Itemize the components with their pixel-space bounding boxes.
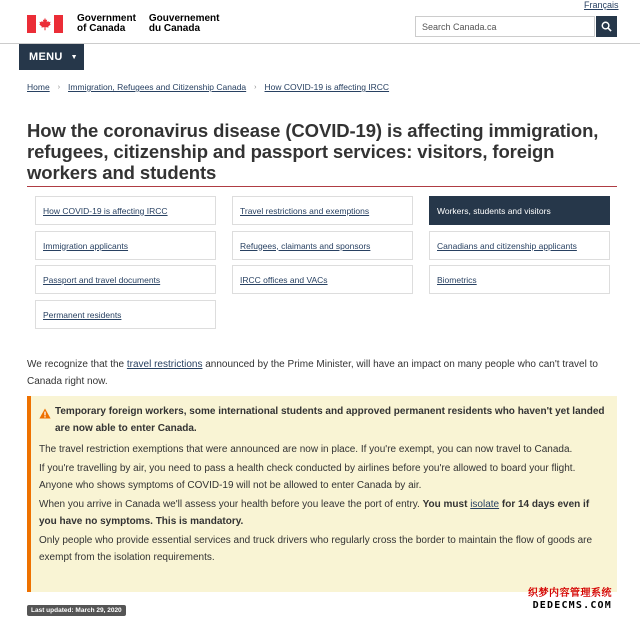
tile-workers-students-visitors[interactable]: Workers, students and visitors: [429, 196, 610, 225]
menu-label: MENU: [29, 51, 63, 63]
page-title: How the coronavirus disease (COVID-19) is affecting immigration, refugees, citizenship and passport services: visitors, foreign workers and students: [27, 120, 599, 183]
alert-paragraph-isolation: When you arrive in Canada we'll assess your health before you leave the port of entry. You must isolate for 14 days even if you have no symptoms. This is mandatory.: [39, 499, 590, 527]
tile-permanent-residents[interactable]: Permanent residents: [35, 300, 216, 329]
chevron-down-icon: ▼: [70, 53, 78, 61]
language-toggle-link[interactable]: Français: [584, 0, 619, 10]
tile-travel-restrictions[interactable]: Travel restrictions and exemptions: [232, 196, 413, 225]
alert-paragraph-air-travel: If you're travelling by air, you need to pass a health check conducted by airlines before you're allowed to board your flight. Anyone who shows symptoms of COVID-19 will not be allowed to enter Canada by air.: [39, 463, 576, 491]
signature-english: Government of Canada: [77, 13, 136, 34]
alert-heading: Temporary foreign workers, some international students and approved permanent residents who haven't yet landed are now able to enter Canada.: [55, 406, 605, 434]
tile-canadians-citizenship[interactable]: Canadians and citizenship applicants: [429, 231, 610, 260]
tile-refugees-claimants[interactable]: Refugees, claimants and sponsors: [232, 231, 413, 260]
search-icon: [601, 21, 612, 32]
isolate-link[interactable]: isolate: [470, 499, 500, 510]
title-underline: [27, 186, 617, 187]
tile-passport-travel-documents[interactable]: Passport and travel documents: [35, 265, 216, 294]
breadcrumb-home[interactable]: Home: [27, 82, 50, 92]
tile-biometrics[interactable]: Biometrics: [429, 265, 610, 294]
warning-alert: [27, 396, 617, 592]
intro-paragraph: We recognize that the travel restrictions announced by the Prime Minister, will have an impact on many people who can't travel to Canada right now.: [27, 359, 598, 387]
menu-button[interactable]: [19, 44, 84, 70]
tile-immigration-applicants[interactable]: Immigration applicants: [35, 231, 216, 260]
alert-paragraph-exemptions: The travel restriction exemptions that were announced are now in place. If you're exempt, you can now travel to Canada.: [39, 444, 573, 455]
breadcrumb-covid-ircc[interactable]: How COVID-19 is affecting IRCC: [264, 82, 390, 92]
search-input[interactable]: [415, 16, 595, 37]
tile-ircc-offices[interactable]: IRCC offices and VACs: [232, 265, 413, 294]
last-updated-badge: Last updated: March 29, 2020: [27, 605, 126, 616]
breadcrumb: [27, 82, 389, 92]
signature-french: Gouvernement du Canada: [148, 13, 220, 34]
search-button[interactable]: [596, 16, 617, 37]
chevron-right-icon: ›: [57, 83, 61, 91]
chevron-right-icon: ›: [254, 83, 257, 91]
travel-restrictions-link[interactable]: travel restrictions: [126, 359, 203, 370]
breadcrumb-ircc[interactable]: Immigration, Refugees and Citizenship Canada: [68, 82, 247, 92]
warning-icon: [39, 403, 53, 439]
alert-paragraph-exempt-groups: Only people who provide essential services and truck drivers who regularly cross the border to maintain the flow of goods are exempt from the isolation requirements.: [39, 535, 593, 563]
government-signature[interactable]: [27, 13, 219, 35]
tile-covid-ircc[interactable]: How COVID-19 is affecting IRCC: [35, 196, 216, 225]
watermark: 织梦内容管理系统 DEDECMS.COM: [528, 588, 612, 611]
canada-flag-icon: [27, 15, 63, 33]
header-divider: [0, 43, 640, 44]
